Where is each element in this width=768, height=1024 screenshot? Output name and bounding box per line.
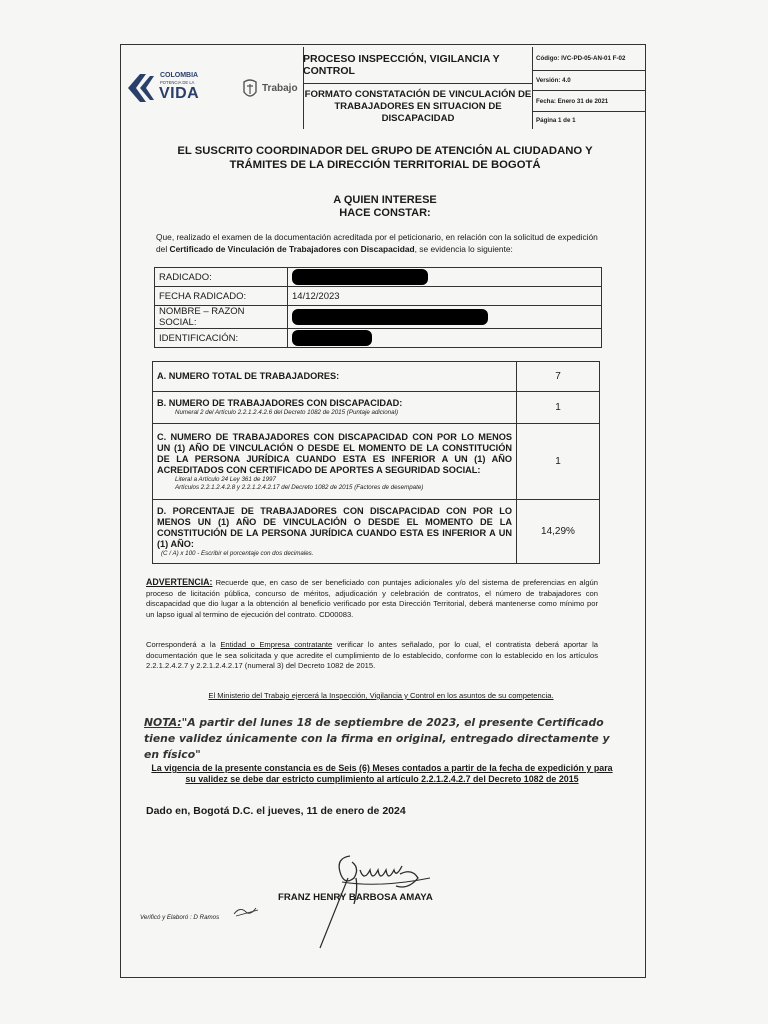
intro-bold: Certificado de Vinculación de Trabajadores con Discapacidad xyxy=(169,244,415,254)
meta-page: Página 1 de 1 xyxy=(536,117,576,124)
counts-table xyxy=(152,361,600,564)
identificacion-label: IDENTIFICACIÓN: xyxy=(155,329,288,348)
addressee xyxy=(280,194,490,220)
table-row xyxy=(155,329,602,348)
logo-line1: COLOMBIA xyxy=(160,72,199,79)
ministerio-note: El Ministerio del Trabajo ejercerá la Inspección, Vigilancia y Control en los asuntos de su competencia. xyxy=(208,691,554,700)
logo-line3: VIDA xyxy=(159,85,200,102)
table-row xyxy=(155,268,602,287)
question-text: D. PORCENTAJE DE TRABAJADORES CON DISCAPACIDAD CON POR LO MENOS UN (1) AÑO DE VINCULACIÓN O DESDE EL MOMENTO DE LA CONSTITUCIÓN DE LA PERSONA JURÍDICA CUANDO ESTA ES INFERIOR A UN (1) AÑO: xyxy=(157,505,512,549)
question-text: B. NUMERO DE TRABAJADORES CON DISCAPACIDAD: xyxy=(157,398,403,408)
signatory-name: FRANZ HENRY BARBOSA AMAYA xyxy=(278,892,433,903)
count-value-d: 14,29% xyxy=(517,500,600,564)
redaction-bar xyxy=(292,330,372,346)
initials-mark xyxy=(232,904,262,920)
ministry-name: Trabajo xyxy=(262,83,298,94)
document-meta xyxy=(532,47,645,129)
identificacion-value xyxy=(288,329,602,348)
corresponde-paragraph xyxy=(146,640,598,672)
fecha-label: FECHA RADICADO: xyxy=(155,287,288,306)
hace-constar: HACE CONSTAR: xyxy=(339,207,431,219)
logo-line2: POTENCIA DE LA xyxy=(160,80,195,85)
issue-date: Dado en, Bogotá D.C. el jueves, 11 de enero de 2024 xyxy=(146,805,406,817)
corresponde-part1: Corresponderá a la xyxy=(146,640,221,649)
table-row xyxy=(153,500,600,564)
advertencia-label: ADVERTENCIA: xyxy=(146,577,213,587)
redaction-bar xyxy=(292,269,428,285)
quien-interese: A QUIEN INTERESE xyxy=(333,194,437,206)
intro-paragraph xyxy=(156,231,602,255)
table-row xyxy=(153,392,600,424)
count-value-b: 1 xyxy=(517,392,600,424)
count-question-a xyxy=(153,362,517,392)
escudo-trabajo-icon xyxy=(240,78,260,102)
table-row xyxy=(153,362,600,392)
table-row xyxy=(155,287,602,306)
corresponde-part2: verificar lo antes señalado, por lo cual, el contratista deberá aportar la documentación que le sea solicitada y que acredite el cumplimiento de lo establecido, conforme con lo establecido en los artículos 2.2.1.2.4.2.7 y 2.2.1.2.4.2.17 (numeral 3) del Decreto 1082 de 2015. xyxy=(146,640,598,670)
meta-version: Versión: 4.0 xyxy=(533,71,645,91)
advertencia-text: Recuerde que, en caso de ser beneficiado con puntajes adicionales y/o del sistema de preferencias en algún proceso de licitación pública, concurso de méritos, adjudicación y celebración de contratos, el número de trabajadores con discapacidad que dio lugar a la obtención al beneficio verificado por esta Dirección Territorial, deberá mantenerse como mínimo por un lapso igual al termino de ejecución del contrato. CD00083. xyxy=(146,578,598,619)
process-title: PROCESO INSPECCIÓN, VIGILANCIA Y CONTROL xyxy=(303,47,533,84)
table-row xyxy=(155,306,602,329)
colombia-potencia-logo xyxy=(126,70,210,106)
nota-label: NOTA: xyxy=(144,716,182,729)
nombre-value xyxy=(288,306,602,329)
document-title: EL SUSCRITO COORDINADOR DEL GRUPO DE ATENCIÓN AL CIUDADANO Y TRÁMITES DE LA DIRECCIÓN TERRITORIAL DE BOGOTÁ xyxy=(177,145,593,171)
intro-part1: Que, realizado el examen de la documentación acreditada por el peticionario, en relación con la solicitud de expedición del xyxy=(156,232,598,254)
question-note: Numeral 2 del Artículo 2.2.1.2.4.2.6 del Decreto 1082 de 2015 (Puntaje adicional) xyxy=(175,409,399,416)
intro-part2: , se evidencia lo siguiente: xyxy=(414,244,513,254)
nota-paragraph xyxy=(144,715,614,763)
count-question-d xyxy=(153,500,517,564)
nombre-label: NOMBRE – RAZON SOCIAL: xyxy=(155,306,288,329)
question-text: C. NUMERO DE TRABAJADORES CON DISCAPACIDAD CON POR LO MENOS UN (1) AÑO DE VINCULACIÓN O DESDE EL MOMENTO DE LA CONSTITUCIÓN DE LA PERSONA JURÍDICA CUANDO ESTA ES INFERIOR A UN (1) AÑO ACREDITADOS CON CERTIFICADO DE APORTES A SEGURIDAD SOCIAL: xyxy=(157,431,512,475)
redaction-bar xyxy=(292,309,488,325)
ministry-logo xyxy=(238,76,304,106)
nota-text: "A partir del lunes 18 de septiembre de 2023, el presente Certificado tiene validez únicamente con la firma en original, entregado directamente y en físico" xyxy=(144,716,610,761)
corresponde-underlined: Entidad o Empresa contratante xyxy=(220,640,333,649)
applicant-table xyxy=(154,267,602,348)
question-text: A. NUMERO TOTAL DE TRABAJADORES: xyxy=(157,371,340,381)
table-row xyxy=(153,424,600,500)
count-question-c xyxy=(153,424,517,500)
radicado-label: RADICADO: xyxy=(155,268,288,287)
question-note: (C / A) x 100 - Escribir el porcentaje con dos decimales. xyxy=(161,549,314,557)
meta-date: Fecha: Enero 31 de 2021 xyxy=(533,91,645,112)
count-value-c: 1 xyxy=(517,424,600,500)
meta-code: Código: IVC-PD-05-AN-01 F-02 xyxy=(533,47,645,71)
count-value-a: 7 xyxy=(517,362,600,392)
verified-by: Verificó y Elaboró : D Ramos xyxy=(140,914,220,921)
format-title: FORMATO CONSTATACIÓN DE VINCULACIÓN DE TRABAJADORES EN SITUACION DE DISCAPACIDAD xyxy=(304,88,532,124)
question-note: Literal a Artículo 24 Ley 361 de 1997 xyxy=(175,475,276,483)
question-note: Artículos 2.2.1.2.4.2.8 y 2.2.1.2.4.2.17 del Decreto 1082 de 2015 (Factores de desempate) xyxy=(175,483,424,491)
count-question-b xyxy=(153,392,517,424)
advertencia-paragraph xyxy=(146,577,598,620)
vigencia-paragraph: La vigencia de la presente constancia es de Seis (6) Meses contados a partir de la fecha de expedición y para su validez se debe dar estricto cumplimiento al artículo 2.2.1.2.4.2.7 del Decreto 1082 de 2015 xyxy=(151,763,613,784)
fecha-value: 14/12/2023 xyxy=(288,287,602,306)
radicado-value xyxy=(288,268,602,287)
